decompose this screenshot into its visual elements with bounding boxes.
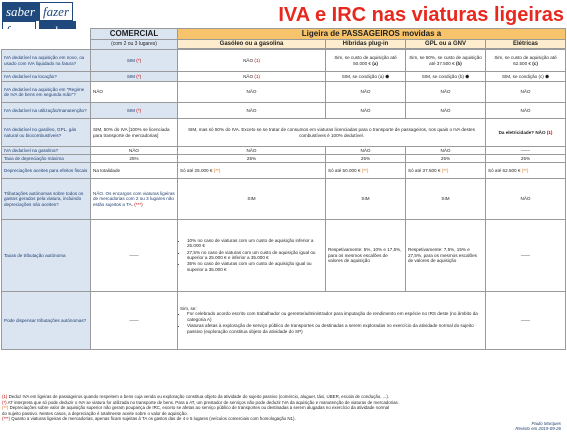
header-fuel: GPL ou a GNV (406, 40, 486, 49)
cell-gpl: SIM, se condição (b) ⬟ (406, 72, 486, 82)
list-item: • 35% no caso de viaturas com um custo de aquisição igual ou superior a 35.000 € (187, 261, 323, 272)
list-item: • Viaturas afetas à exploração de serviço público de transportes ou destinadas a serem exploradas no exercício da atividade normal do sujeito passivo (exploração constitua objeto da atividade do SP) (187, 323, 483, 334)
cell-eletricas: SIM, se condição (c) ⬟ (486, 72, 566, 82)
header-corner (2, 29, 91, 50)
table-row (2, 72, 566, 82)
cell-gpl: Só até 37.500 € (**) (406, 163, 486, 179)
table-row (2, 155, 566, 163)
table-header-row (2, 29, 566, 40)
table-row (2, 179, 566, 220)
cell-comercial: SIM (*) (91, 72, 178, 82)
cell-eletricas: Da eletricidade? NÃO (1) (486, 119, 566, 147)
header-comercial: COMERCIAL (91, 29, 178, 40)
cell-eletricas: —— (486, 292, 566, 350)
footnote: (***) Quanto a viaturas ligeiras de mercadorias, apenas ficam sujeitas à TA os gastos das de 4 e 5 lugares (veículos comerciais com homologação N1). (2, 416, 296, 422)
cell-comercial: SIM, 50% do IVA [100% se licenciada para transporte de mercadorias] (91, 119, 178, 147)
row-label: IVA dedutível na aquisição em "Regime de IVA de bens em segunda mão"? (2, 82, 91, 103)
cell-hibridas: NÃO (326, 82, 406, 103)
row-label: IVA dedutível na utilização/manutenção? (2, 103, 91, 119)
header-fuel: Gasóleo ou a gasolina (178, 40, 326, 49)
cell-comercial: 25% (91, 155, 178, 163)
footnote: (**) Depreciações sobre valor de aquisição superior não geram poupança de IRC, exceto se afetas ao serviço público de transportes ou destinadas a serem alugadas no exercício da atividade normal (2, 405, 390, 411)
table-row (2, 163, 566, 179)
cell-gpl: NÃO (406, 82, 486, 103)
cell-hibridas: 25% (326, 155, 406, 163)
table-row (2, 103, 566, 119)
row-label: Pode dispensar tributações autónomas? (2, 292, 91, 350)
list-item: • 10% no caso de viaturas com um custo de aquisição inferior a 25.000 € (187, 238, 323, 249)
footnote: (1) Deduz IVA em ligeiras de passageiros quando respeitem a bens cuja venda ou exploração constitua objeto da atividade do sujeito passivo (comércio, aluguer, táxi, UBER, escola de condução, ...). (2, 394, 390, 399)
cell-comercial: NÃO (91, 82, 178, 103)
row-label: Tributações autónomas sobre todos os gastos gerados pela viatura, incluindo depreciações não aceites? (2, 179, 91, 220)
cell-comercial: NÃO (91, 147, 178, 155)
cell-eletricas: NÃO (486, 179, 566, 220)
cell-gasoleo: 25% (178, 155, 326, 163)
cell-comercial: SIM (*) (91, 103, 178, 119)
row-label: IVA dedutível no gasóleo, GPL, gás natural ou biocombustíveis? (2, 119, 91, 147)
cell-eletricas: —— (486, 147, 566, 155)
rate-list (180, 238, 323, 272)
cell-comercial: Na totalidade (91, 163, 178, 179)
cell-gasoleo: SIM (178, 179, 326, 220)
row-label: IVA dedutível na locação? (2, 72, 91, 82)
author: Paulo Marques (531, 421, 561, 426)
cell-hibridas: NÃO (326, 147, 406, 155)
logo-word: saber (2, 2, 39, 21)
cell-eletricas: NÃO (486, 103, 566, 119)
comparison-table (1, 28, 566, 350)
cell-gasoleo: NÃO (178, 147, 326, 155)
cell-comercial: —— (91, 220, 178, 292)
footnote: do sujeito passivo. Nestes casos, a depreciação é totalmente aceite sobre o valor de aquisição. (2, 410, 188, 416)
cell-gpl: Respetivamente: 7,5%, 15% e 27,5%, para os mesmos escalões de valores de aquisição (406, 220, 486, 292)
cell-eletricas: Sim, se custo de aquisição até 62.500 € (c) (486, 50, 566, 72)
cell-hibridas: SIM, se condição (a) ⬟ (326, 72, 406, 82)
cell-gasoleo: Só até 25.000 € (**) (178, 163, 326, 179)
header-fuel: Híbridas plug-in (326, 40, 406, 49)
header-fuel: Elétricas (486, 40, 566, 49)
row-label: Depreciações aceites para efeitos fiscais (2, 163, 91, 179)
cell-gasoleo (178, 220, 326, 292)
cell-hibridas: Só até 50.000 € (**) (326, 163, 406, 179)
cell-dispensa (178, 292, 486, 350)
list-item: • 27,5% no caso de viaturas com um custo de aquisição igual ou superior a 25.000 € e inferior a 35.000 € (187, 250, 323, 261)
cell-eletricas: NÃO (486, 82, 566, 103)
cell-gpl: Sim, se 50%, se custo de aquisição até 37.500 € (b) (406, 50, 486, 72)
list-item: • For celebrado acordo escrito com trabalhador ou gerente/administrador para imputação de rendimento em espécie no IRS deste (no âmbito da categoria A) (187, 311, 483, 322)
table-row (2, 292, 566, 350)
header-comercial-sub: (com 2 ou 3 lugares) (91, 40, 178, 50)
cell-comercial: SIM (*) (91, 50, 178, 72)
revision-date: Revisto em 2019-09-26 (515, 426, 561, 432)
cell-gasoleo: NÃO (178, 103, 326, 119)
page-title: IVA e IRC nas viaturas ligeiras (278, 4, 564, 26)
table-row (2, 50, 566, 72)
cell-gasoleo: NÃO (1) (178, 72, 326, 82)
cell-comercial: —— (91, 292, 178, 350)
cell-eletricas: —— (486, 220, 566, 292)
footnote: (*) AT interpreta que só pode deduzir o IVA se viatura for utilizada no transporte de bens. Para a AT, um prestador de serviços não pode deduzir IVA da aquisição e manutenção de viaturas de mercadorias. (2, 399, 399, 405)
cell-gasoleo: NÃO (1) (178, 50, 326, 72)
row-label: IVA dedutível na aquisição em novo, ou usado com IVA liquidado na fatura? (2, 50, 91, 72)
cell-eletricas: 25% (486, 155, 566, 163)
header-passageiros: Ligeira de PASSAGEIROS movidas a (178, 29, 566, 40)
row-label: Taxas de tributação autónoma (2, 220, 91, 292)
cell-gpl: SIM (406, 179, 486, 220)
row-label: Taxa de depreciação máxima (2, 155, 91, 163)
cell-gpl: NÃO (406, 147, 486, 155)
dispensa-list (180, 311, 483, 334)
table-row (2, 82, 566, 103)
cell-comercial: NÃO. Os encargos com viaturas ligeiras de mercadorias com 2 ou 3 lugares não estão sujeitos a TA. (***) (91, 179, 178, 220)
cell-gpl: 25% (406, 155, 486, 163)
signature (515, 421, 561, 432)
table-row (2, 147, 566, 155)
cell-hibridas: SIM (326, 179, 406, 220)
cell-gasoleo: NÃO (178, 82, 326, 103)
cell-gpl: NÃO (406, 103, 486, 119)
cell-hibridas: NÃO (326, 103, 406, 119)
logo-word: fazer (39, 2, 73, 21)
dispensa-intro: Sim, se: (180, 305, 197, 311)
table-row (2, 119, 566, 147)
cell-hibridas: Respetivamente: 5%, 10% e 17,5%, para os mesmos escalões de valores de aquisição (326, 220, 406, 292)
cell-hibridas: Sim, se custo de aquisição até 50.000 € (a) (326, 50, 406, 72)
cell-eletricas: Só até 62.500 € (**) (486, 163, 566, 179)
footnotes (2, 394, 502, 422)
row-label: IVA dedutível na gasolina? (2, 147, 91, 155)
cell-passageiros-combustivel: SIM, mas só 50% do IVA. Exceto se se tratar de consumos em viaturas licenciadas para o transporte de passageiros, nos quais o IVA destes combustíveis é 100% dedutível. (178, 119, 486, 147)
table-row (2, 220, 566, 292)
